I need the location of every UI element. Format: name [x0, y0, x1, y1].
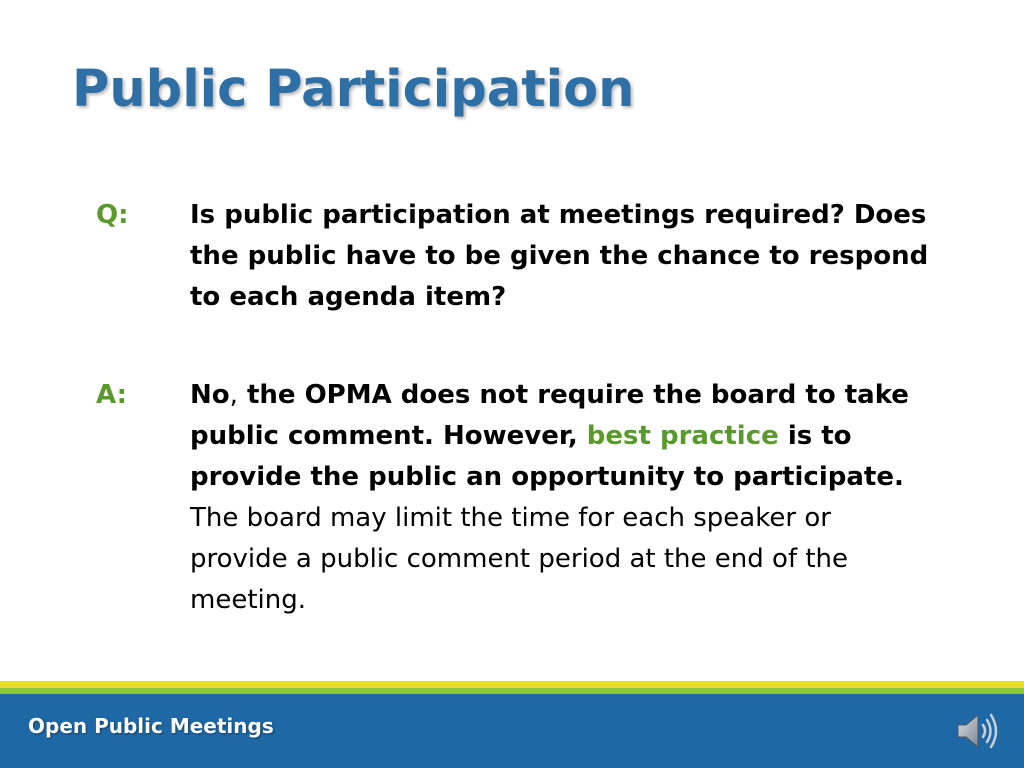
speaker-icon-graphic [954, 710, 1002, 752]
answer-part-3: The board may limit the time for each speaker or provide a public comment period at the end of the meeting. [190, 503, 849, 615]
answer-comma: , [229, 380, 238, 410]
answer-label: A: [96, 380, 128, 410]
answer-text [190, 375, 930, 621]
answer-part-2: is to provide the public an opportunity to participate. [190, 421, 904, 492]
question-text: Is public participation at meetings required? Does the public have to be given the chance to respond to each agenda item? [190, 200, 929, 312]
footer-stripe-yellow [0, 681, 1024, 688]
question-label: Q: [96, 200, 129, 230]
footer-label: Open Public Meetings [28, 714, 274, 738]
answer-best-practice: best practice [586, 421, 779, 451]
slide-title: Public Participation [72, 60, 635, 119]
answer-no: No [190, 380, 230, 410]
footer-bar [0, 694, 1024, 768]
answer-part-1: the OPMA does not require the board to take public comment. However, [190, 380, 909, 451]
speaker-icon[interactable] [954, 710, 1002, 752]
